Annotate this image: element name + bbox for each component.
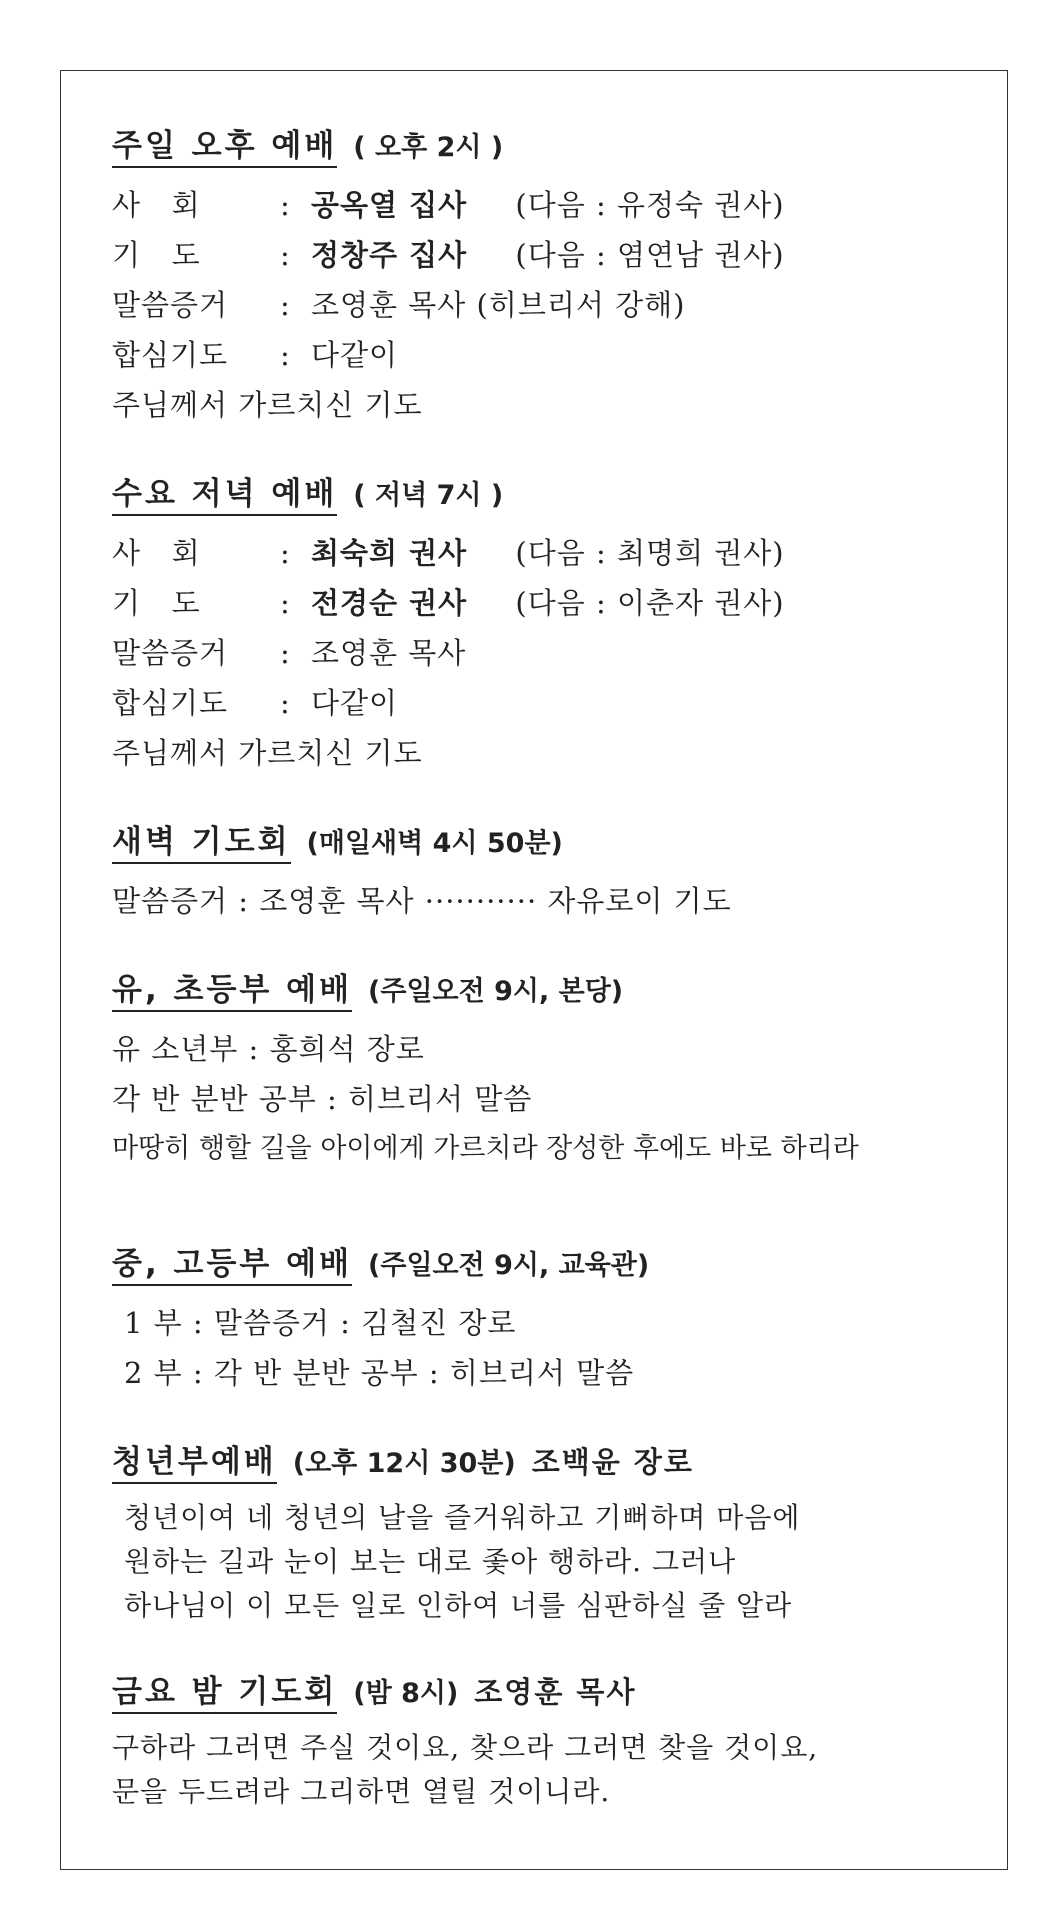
- section-young-adult-service: [112, 1436, 992, 1628]
- host-label: 사 회: [112, 536, 201, 570]
- section-title: 금요 밤 기도회: [112, 1666, 337, 1714]
- section-header: [112, 1666, 992, 1714]
- prayer-next: (다음 : 이춘자 권사): [515, 586, 785, 620]
- prayer-line: 기 도 : 전경순 권사 (다음 : 이춘자 권사): [112, 578, 992, 628]
- lords-prayer-line: 주님께서 가르치신 기도: [112, 736, 423, 770]
- section-header: [112, 468, 992, 516]
- prayer-line: 기 도 : 정창주 집사 (다음 : 염연남 권사): [112, 230, 992, 280]
- verse-line: 청년이여 네 청년의 날을 즐거워하고 기뻐하며 마음에: [124, 1501, 801, 1534]
- section-time: (주일오전 9시, 본당): [368, 976, 624, 1007]
- section-title: 새벽 기도회: [112, 816, 291, 864]
- verse-line: 원하는 길과 눈이 보는 대로 좇아 행하라. 그러나: [124, 1545, 737, 1578]
- host-line: 사 회 : 최숙희 권사 (다음 : 최명희 권사): [112, 528, 992, 578]
- dawn-sermon-line: 말씀증거 : 조영훈 목사 ··········· 자유로이 기도: [112, 884, 732, 918]
- verse-line: 마땅히 행할 길을 아이에게 가르치라 장성한 후에도 바로 하리라: [112, 1133, 859, 1164]
- host-next: (다음 : 유정숙 권사): [515, 188, 785, 222]
- section-title: 주일 오후 예배: [112, 120, 337, 168]
- section-time: (주일오전 9시, 교육관): [368, 1250, 650, 1281]
- sermon-label: 말씀증거: [112, 636, 229, 670]
- unison-line: 합심기도 : 다같이: [112, 330, 992, 380]
- section-title: 수요 저녁 예배: [112, 468, 337, 516]
- sermon-value: 조영훈 목사 (히브리서 강해): [311, 288, 686, 322]
- list-item: 1 부 : 말씀증거 : 김철진 장로: [124, 1306, 517, 1340]
- section-time: (밤 8시): [353, 1678, 459, 1709]
- section-header: [112, 816, 992, 864]
- section-dawn-prayer: [112, 816, 992, 926]
- list-item: 유 소년부 : 홍희석 장로: [112, 1032, 425, 1066]
- section-title: 중, 고등부 예배: [112, 1238, 352, 1286]
- section-time: ( 저녁 7시 ): [353, 480, 504, 511]
- section-youth-service: [112, 1238, 992, 1398]
- section-leader: 조영훈 목사: [474, 1675, 637, 1709]
- sermon-line: 말씀증거 : 조영훈 목사: [112, 628, 992, 678]
- host-name: 공옥열 집사: [311, 188, 468, 222]
- verse-line: 하나님이 이 모든 일로 인하여 너를 심판하실 줄 알라: [124, 1589, 793, 1622]
- unison-line: 합심기도 : 다같이: [112, 678, 992, 728]
- prayer-label: 기 도: [112, 586, 201, 620]
- section-header: [112, 1238, 992, 1286]
- host-name: 최숙희 권사: [311, 536, 468, 570]
- section-leader: 조백윤 장로: [531, 1445, 694, 1479]
- unison-label: 합심기도: [112, 686, 229, 720]
- bulletin-content: [112, 120, 992, 1852]
- sermon-label: 말씀증거: [112, 288, 229, 322]
- unison-value: 다같이: [311, 686, 399, 720]
- prayer-name: 정창주 집사: [311, 238, 468, 272]
- section-header: [112, 1436, 992, 1484]
- host-next: (다음 : 최명희 권사): [515, 536, 785, 570]
- host-line: 사 회 : 공옥열 집사 (다음 : 유정숙 권사): [112, 180, 992, 230]
- sermon-line: 말씀증거 : 조영훈 목사 (히브리서 강해): [112, 280, 992, 330]
- unison-label: 합심기도: [112, 338, 229, 372]
- prayer-name: 전경순 권사: [311, 586, 468, 620]
- verse-line: 구하라 그러면 주실 것이요, 찾으라 그러면 찾을 것이요,: [112, 1731, 819, 1764]
- section-wednesday-evening-service: [112, 468, 992, 778]
- section-friday-night-prayer: [112, 1666, 992, 1814]
- section-time: ( 오후 2시 ): [353, 132, 504, 163]
- prayer-next: (다음 : 염연남 권사): [515, 238, 785, 272]
- host-label: 사 회: [112, 188, 201, 222]
- section-elementary-service: [112, 964, 992, 1174]
- sermon-value: 조영훈 목사: [311, 636, 467, 670]
- verse-line: 문을 두드려라 그리하면 열릴 것이니라.: [112, 1775, 611, 1808]
- unison-value: 다같이: [311, 338, 399, 372]
- section-sunday-afternoon-service: [112, 120, 992, 430]
- list-item: 각 반 분반 공부 : 히브리서 말씀: [112, 1082, 533, 1116]
- section-time: (오후 12시 30분): [292, 1448, 516, 1479]
- prayer-label: 기 도: [112, 238, 201, 272]
- section-title: 유, 초등부 예배: [112, 964, 352, 1012]
- section-time: (매일새벽 4시 50분): [306, 828, 563, 859]
- lords-prayer-line: 주님께서 가르치신 기도: [112, 388, 423, 422]
- section-header: [112, 120, 992, 168]
- list-item: 2 부 : 각 반 분반 공부 : 히브리서 말씀: [124, 1356, 635, 1390]
- section-title: 청년부예배: [112, 1436, 277, 1484]
- section-header: [112, 964, 992, 1012]
